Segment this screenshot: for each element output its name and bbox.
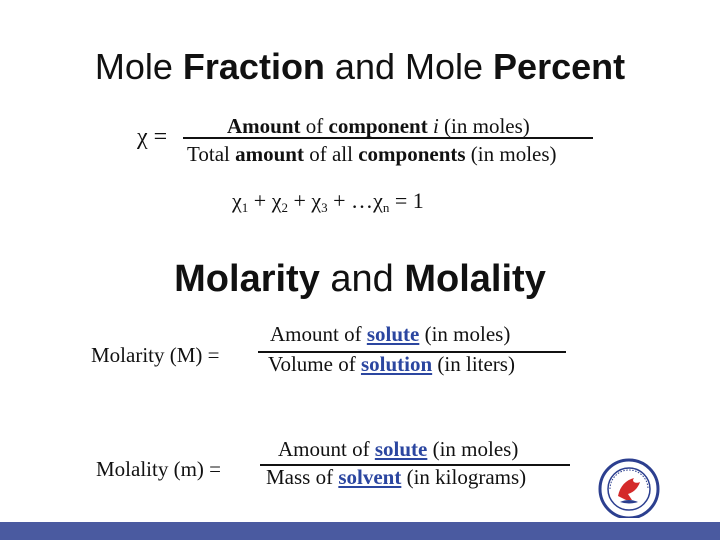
molality-denominator: Mass of solvent (in kilograms) xyxy=(266,465,527,489)
molarity-numerator: Amount of solute (in moles) xyxy=(270,322,511,346)
mole-fraction-numerator: Amount of component i (in moles) xyxy=(227,114,530,138)
fraction-bar xyxy=(183,137,593,139)
mole-fraction-sum: $\chi_1 + \chi_2 + \chi_3$ + $\dots\chi_n = 1$ xyxy=(232,188,424,215)
university-seal-icon xyxy=(598,458,660,520)
solution-link[interactable]: solution xyxy=(360,352,433,376)
solvent-link[interactable]: solvent xyxy=(338,465,402,489)
molality-numerator: Amount of solute (in moles) xyxy=(278,437,519,461)
title-mole-fraction: Mole Fraction and Mole Percent xyxy=(94,46,626,87)
molarity-denominator: Volume of solution (in liters) xyxy=(268,352,515,376)
title-molarity-molality: Molarity and Molality xyxy=(174,258,546,300)
solute-link[interactable]: solute xyxy=(374,437,428,461)
molarity-label: Molarity (M) = xyxy=(91,343,220,367)
chi-equals: χ = xyxy=(137,124,168,150)
footer-bar xyxy=(0,522,720,540)
molality-label: Molality (m) = xyxy=(96,457,221,481)
mole-fraction-denominator: Total amount of all components (in moles) xyxy=(187,142,557,166)
solute-link[interactable]: solute xyxy=(366,322,420,346)
